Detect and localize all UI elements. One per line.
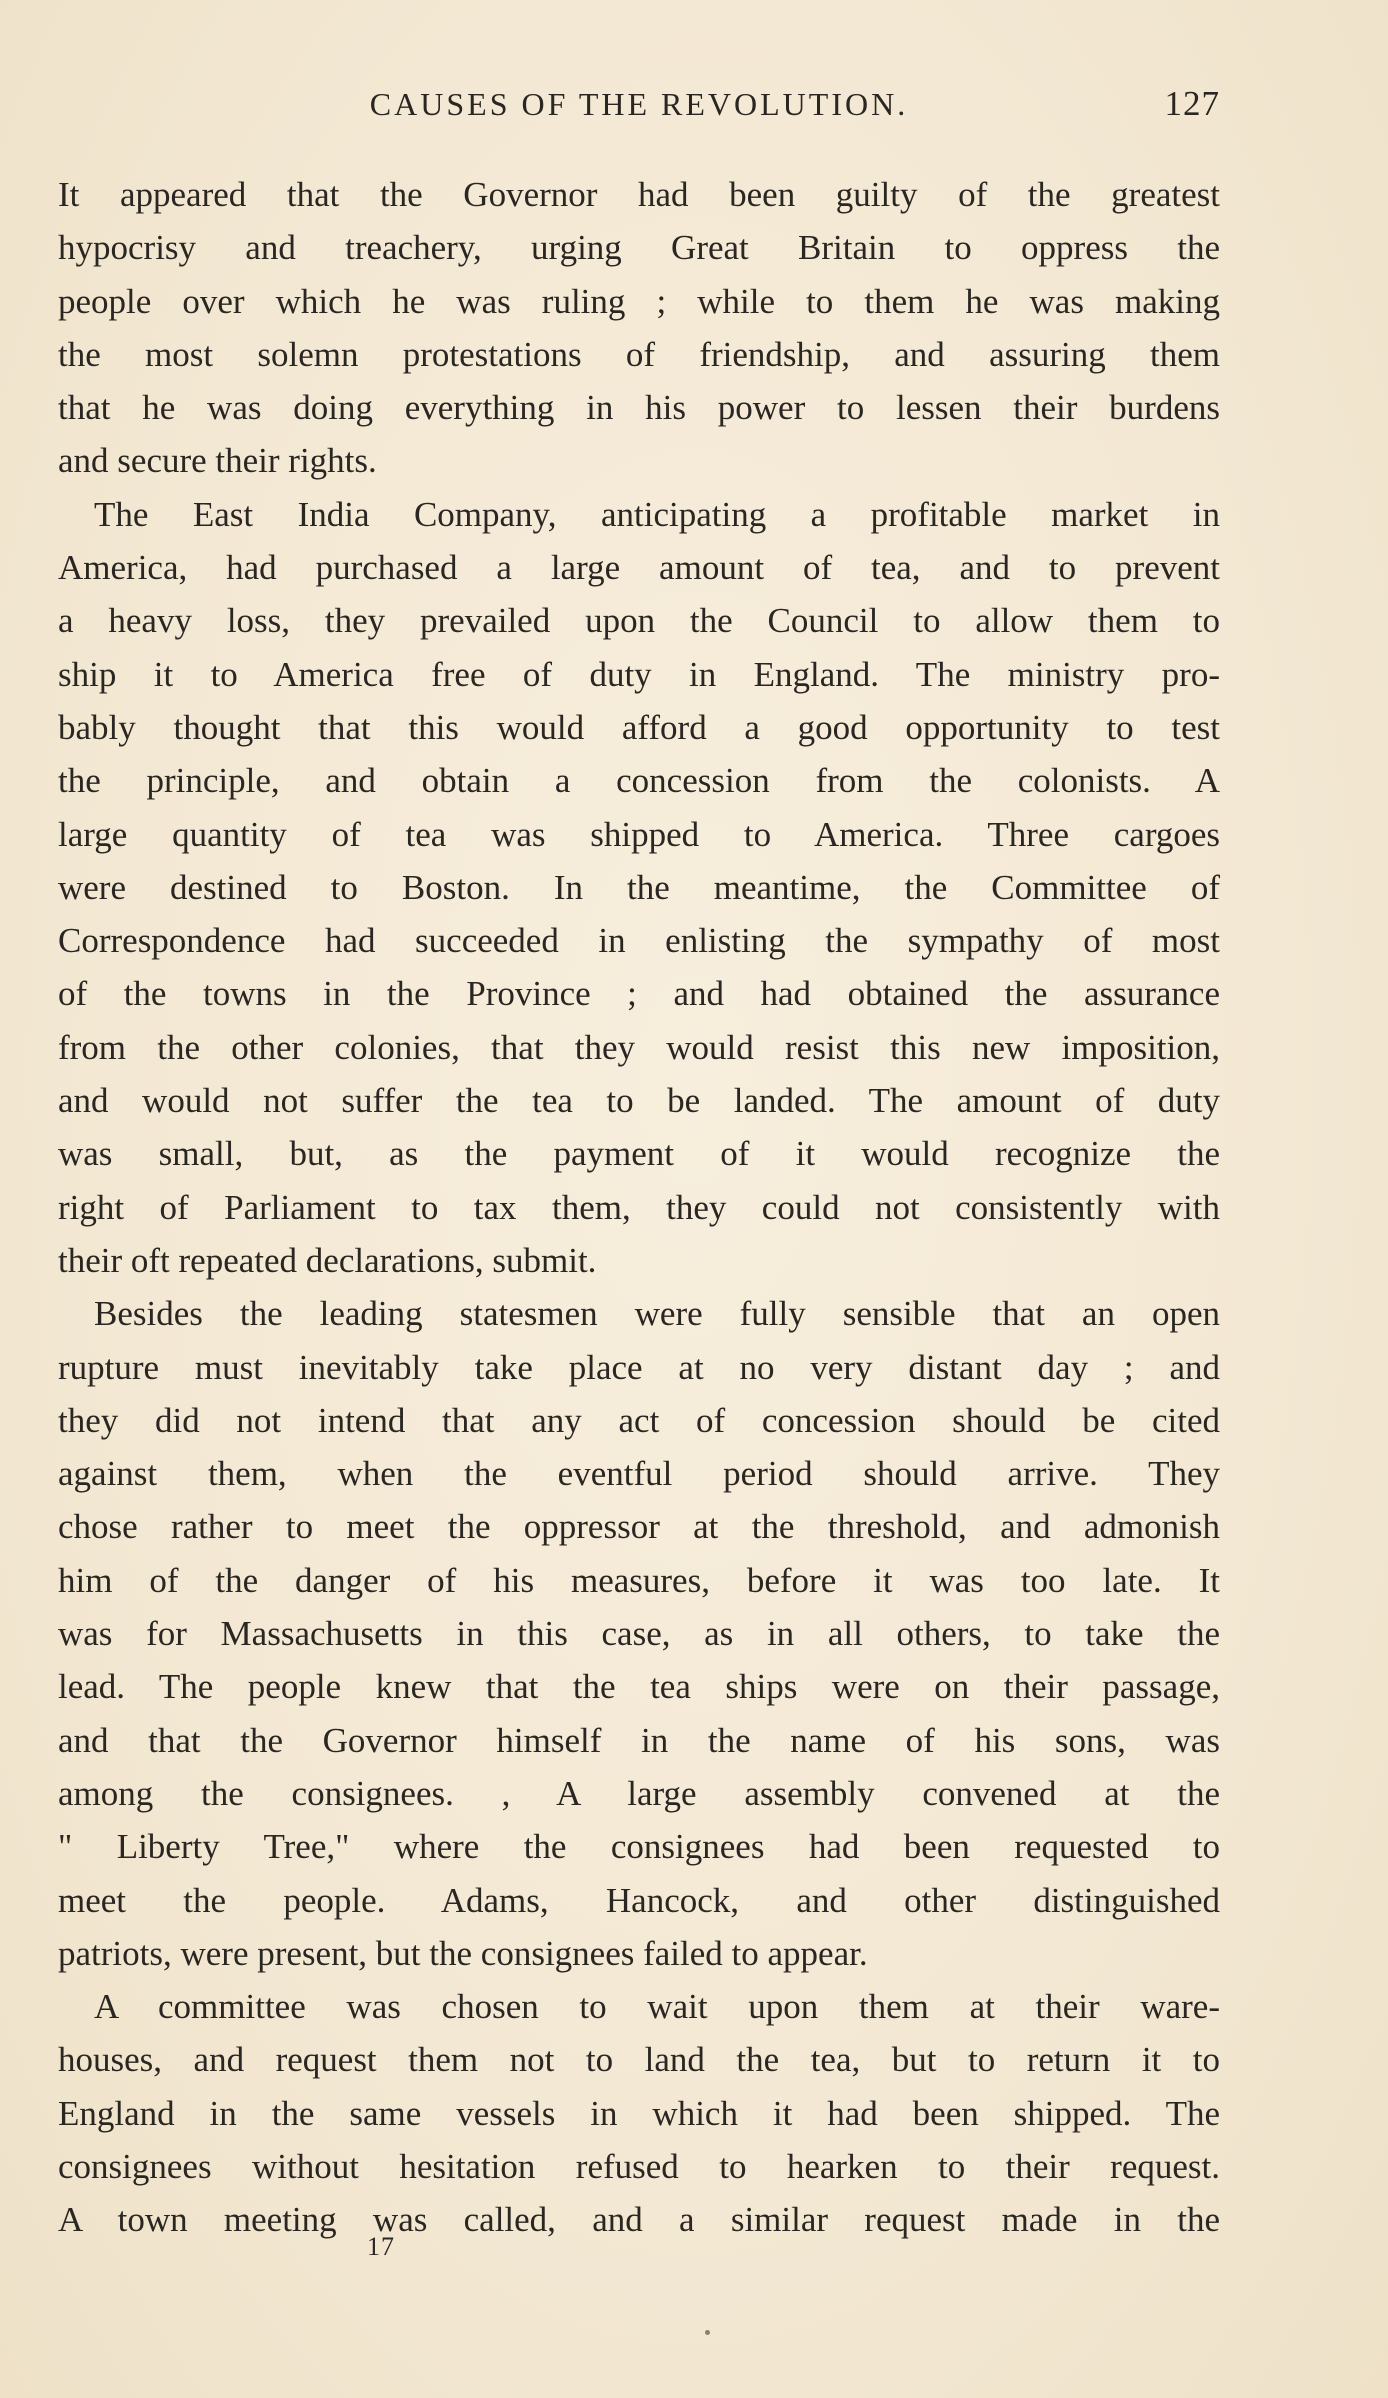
text-line: meet the people. Adams, Hancock, and other distinguished xyxy=(58,1880,1220,1920)
signature-mark: 17 xyxy=(367,2232,395,2261)
text-line: ship it to America free of duty in England. The ministry pro- xyxy=(58,654,1220,694)
running-head xyxy=(58,84,1220,124)
text-line: right of Parliament to tax them, they could not consistently with xyxy=(58,1187,1220,1227)
text-line: It appeared that the Governor had been guilty of the greatest xyxy=(58,175,1220,214)
text-line: A committee was chosen to wait upon them at their ware- xyxy=(94,1987,1220,2027)
text-line: America, had purchased a large amount of tea, and to prevent xyxy=(58,548,1220,588)
paper-speck xyxy=(705,2330,710,2335)
text-line: bably thought that this would afford a good opportunity to test xyxy=(58,707,1220,747)
text-line: A town meeting was called, and a similar request made in the xyxy=(58,2200,1220,2240)
text-line: and secure their rights. xyxy=(58,441,377,481)
text-line: Besides the leading statesmen were fully sensible that an open xyxy=(94,1294,1220,1334)
text-line: the most solemn protestations of friendship, and assuring them xyxy=(58,334,1220,374)
text-line: that he was doing everything in his power to lessen their burdens xyxy=(58,388,1220,428)
text-line: they did not intend that any act of concession should be cited xyxy=(58,1400,1220,1440)
text-line: among the consignees. , A large assembly convened at the xyxy=(58,1773,1220,1813)
text-line: the principle, and obtain a concession from the colonists. A xyxy=(58,761,1220,801)
text-line: their oft repeated declarations, submit. xyxy=(58,1240,597,1280)
text-line: were destined to Boston. In the meantime, the Committee of xyxy=(58,867,1220,907)
text-line: houses, and request them not to land the tea, but to return it to xyxy=(58,2040,1220,2080)
text-line: lead. The people knew that the tea ships were on their passage, xyxy=(58,1667,1220,1707)
text-line: and that the Governor himself in the name of his sons, was xyxy=(58,1720,1220,1760)
text-line: " Liberty Tree," where the consignees had been requested to xyxy=(58,1827,1220,1867)
text-line: rupture must inevitably take place at no very distant day ; and xyxy=(58,1347,1220,1387)
text-line: was for Massachusetts in this case, as in all others, to take the xyxy=(58,1614,1220,1654)
text-line: people over which he was ruling ; while to them he was making xyxy=(58,281,1220,321)
text-line: from the other colonies, that they would resist this new imposition, xyxy=(58,1027,1220,1067)
text-line: Correspondence had succeeded in enlisting the sympathy of most xyxy=(58,921,1220,961)
text-line: against them, when the eventful period should arrive. They xyxy=(58,1454,1220,1494)
text-line: chose rather to meet the oppressor at the threshold, and admonish xyxy=(58,1507,1220,1547)
text-line: a heavy loss, they prevailed upon the Council to allow them to xyxy=(58,601,1220,641)
text-line: and would not suffer the tea to be landed. The amount of duty xyxy=(58,1081,1220,1121)
body-text xyxy=(58,168,1220,2247)
text-line: hypocrisy and treachery, urging Great Britain to oppress the xyxy=(58,228,1220,268)
text-line: patriots, were present, but the consignees failed to appear. xyxy=(58,1933,868,1973)
running-title: CAUSES OF THE REVOLUTION. xyxy=(369,86,909,122)
text-line: consignees without hesitation refused to hearken to their request. xyxy=(58,2146,1220,2186)
text-line: England in the same vessels in which it had been shipped. The xyxy=(58,2093,1220,2133)
text-line: him of the danger of his measures, before it was too late. It xyxy=(58,1560,1220,1600)
text-line: large quantity of tea was shipped to America. Three cargoes xyxy=(58,814,1220,854)
page-number: 127 xyxy=(1164,84,1220,123)
text-line: was small, but, as the payment of it would recognize the xyxy=(58,1134,1220,1174)
text-line: The East India Company, anticipating a profitable market in xyxy=(94,494,1220,534)
text-line: of the towns in the Province ; and had obtained the assurance xyxy=(58,974,1220,1014)
